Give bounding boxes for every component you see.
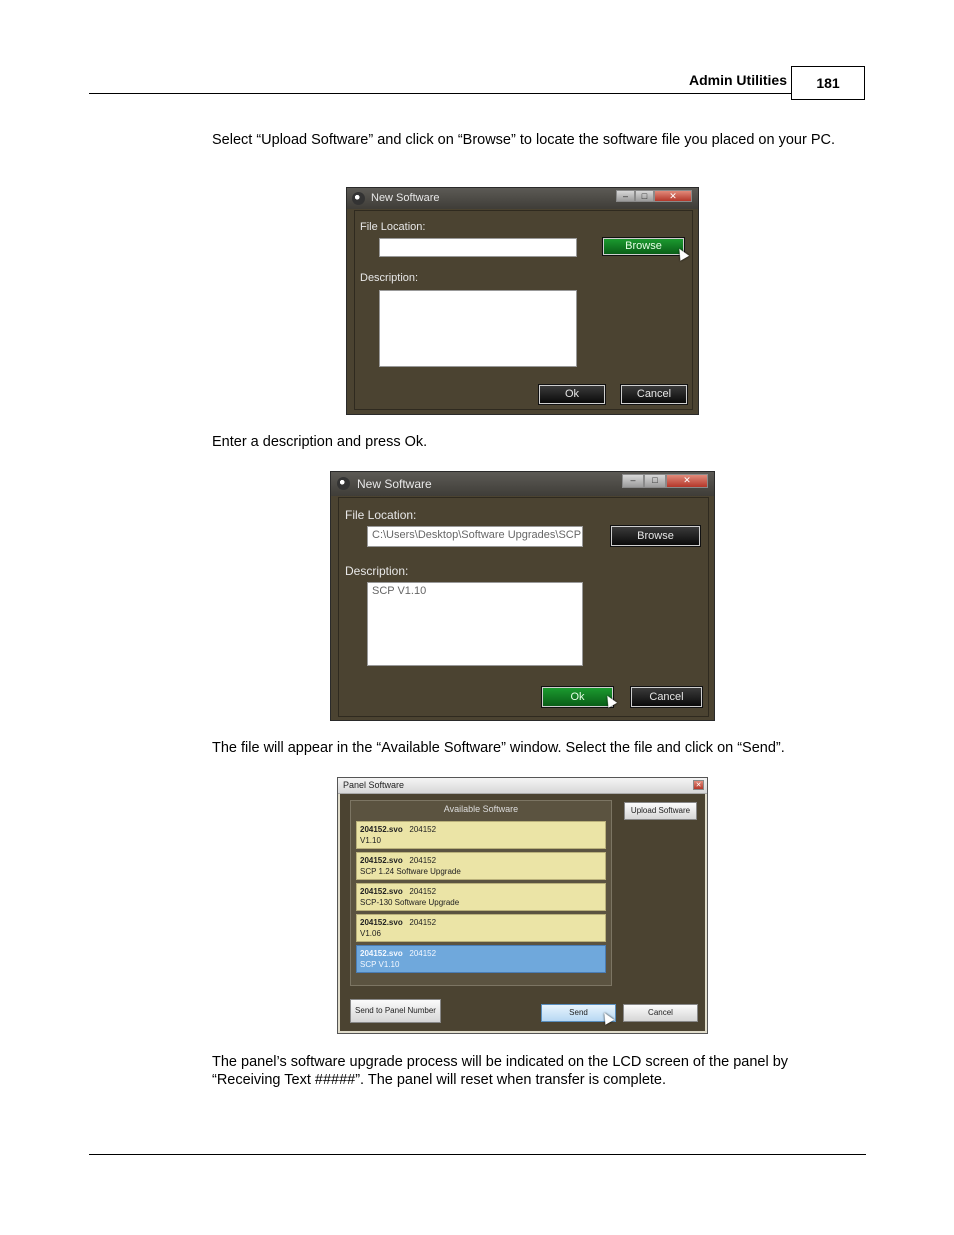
section-title: Admin Utilities	[688, 72, 787, 88]
item-file: 204152.svo	[360, 949, 403, 958]
dialog-title: New Software	[371, 192, 440, 204]
available-software-panel	[350, 800, 612, 986]
paragraph-upload-instructions: Select “Upload Software” and click on “Browse” to locate the software file you placed on your PC.	[212, 132, 835, 148]
dialog-title: New Software	[357, 477, 432, 491]
software-list-item[interactable]	[356, 914, 606, 942]
paragraph-available-software: The file will appear in the “Available Software” window. Select the file and click on “Send”.	[212, 740, 785, 756]
file-location-input[interactable]	[379, 238, 577, 257]
software-list-item[interactable]	[356, 883, 606, 911]
item-desc: SCP-130 Software Upgrade	[360, 898, 460, 907]
software-list-item[interactable]	[356, 852, 606, 880]
item-file: 204152.svo	[360, 825, 403, 834]
page-number: 181	[791, 66, 865, 100]
item-id: 204152	[409, 949, 437, 958]
file-location-label: File Location:	[360, 221, 426, 233]
item-file: 204152.svo	[360, 918, 403, 927]
file-location-label: File Location:	[345, 508, 417, 522]
software-list-item-selected[interactable]	[356, 945, 606, 973]
cancel-button[interactable]: Cancel	[621, 385, 687, 404]
cancel-button[interactable]: Cancel	[631, 687, 702, 707]
minimize-icon[interactable]: –	[622, 474, 644, 488]
item-id: 204152	[409, 918, 437, 927]
title-bar	[338, 778, 707, 794]
item-id: 204152	[409, 887, 437, 896]
send-button[interactable]: Send	[541, 1004, 616, 1022]
dialog-body	[338, 497, 709, 717]
item-desc: SCP V1.10	[360, 960, 400, 969]
title-bar	[331, 472, 714, 496]
item-desc: V1.06	[360, 929, 381, 938]
maximize-icon[interactable]: □	[644, 474, 666, 488]
dialog-body	[340, 794, 705, 1031]
description-label: Description:	[360, 272, 419, 284]
item-desc: SCP 1.24 Software Upgrade	[360, 867, 461, 876]
upload-software-button[interactable]: Upload Software	[624, 802, 697, 820]
item-id: 204152	[409, 825, 437, 834]
item-desc: V1.10	[360, 836, 381, 845]
paragraph-upgrade-process: The panel’s software upgrade process will be indicated on the LCD screen of the panel by “Receiving Text #####”. The panel will reset when transfer is complete.	[212, 1054, 789, 1088]
send-to-panel-number-button[interactable]: Send to Panel Number	[350, 999, 441, 1023]
browse-button[interactable]: Browse	[603, 238, 684, 255]
dialog-body	[354, 210, 693, 410]
new-software-dialog-empty	[346, 187, 699, 415]
ok-button[interactable]: Ok	[539, 385, 605, 404]
close-icon[interactable]: ✕	[693, 780, 704, 790]
file-location-input[interactable]: C:\Users\Desktop\Software Upgrades\SCP	[367, 526, 583, 547]
description-label: Description:	[345, 564, 409, 578]
item-id: 204152	[409, 856, 437, 865]
new-software-dialog-filled	[330, 471, 715, 721]
browse-button[interactable]: Browse	[611, 526, 700, 546]
panel-software-dialog	[337, 777, 708, 1034]
description-textarea[interactable]: SCP V1.10	[367, 582, 583, 666]
cancel-button[interactable]: Cancel	[623, 1004, 698, 1022]
close-icon[interactable]: ✕	[654, 190, 692, 202]
close-icon[interactable]: ✕	[666, 474, 708, 488]
header-rule	[89, 93, 791, 94]
footer-rule	[89, 1154, 866, 1155]
paragraph-enter-description: Enter a description and press Ok.	[212, 434, 428, 450]
title-bar	[347, 188, 698, 209]
maximize-icon[interactable]: □	[635, 190, 654, 202]
description-textarea[interactable]	[379, 290, 577, 367]
minimize-icon[interactable]: –	[616, 190, 635, 202]
ok-button[interactable]: Ok	[542, 687, 613, 707]
software-list-item[interactable]	[356, 821, 606, 849]
item-file: 204152.svo	[360, 887, 403, 896]
available-software-title: Available Software	[443, 804, 519, 814]
dialog-title: Panel Software	[343, 780, 405, 790]
app-logo-icon	[337, 477, 350, 490]
app-logo-icon	[352, 192, 365, 205]
item-file: 204152.svo	[360, 856, 403, 865]
